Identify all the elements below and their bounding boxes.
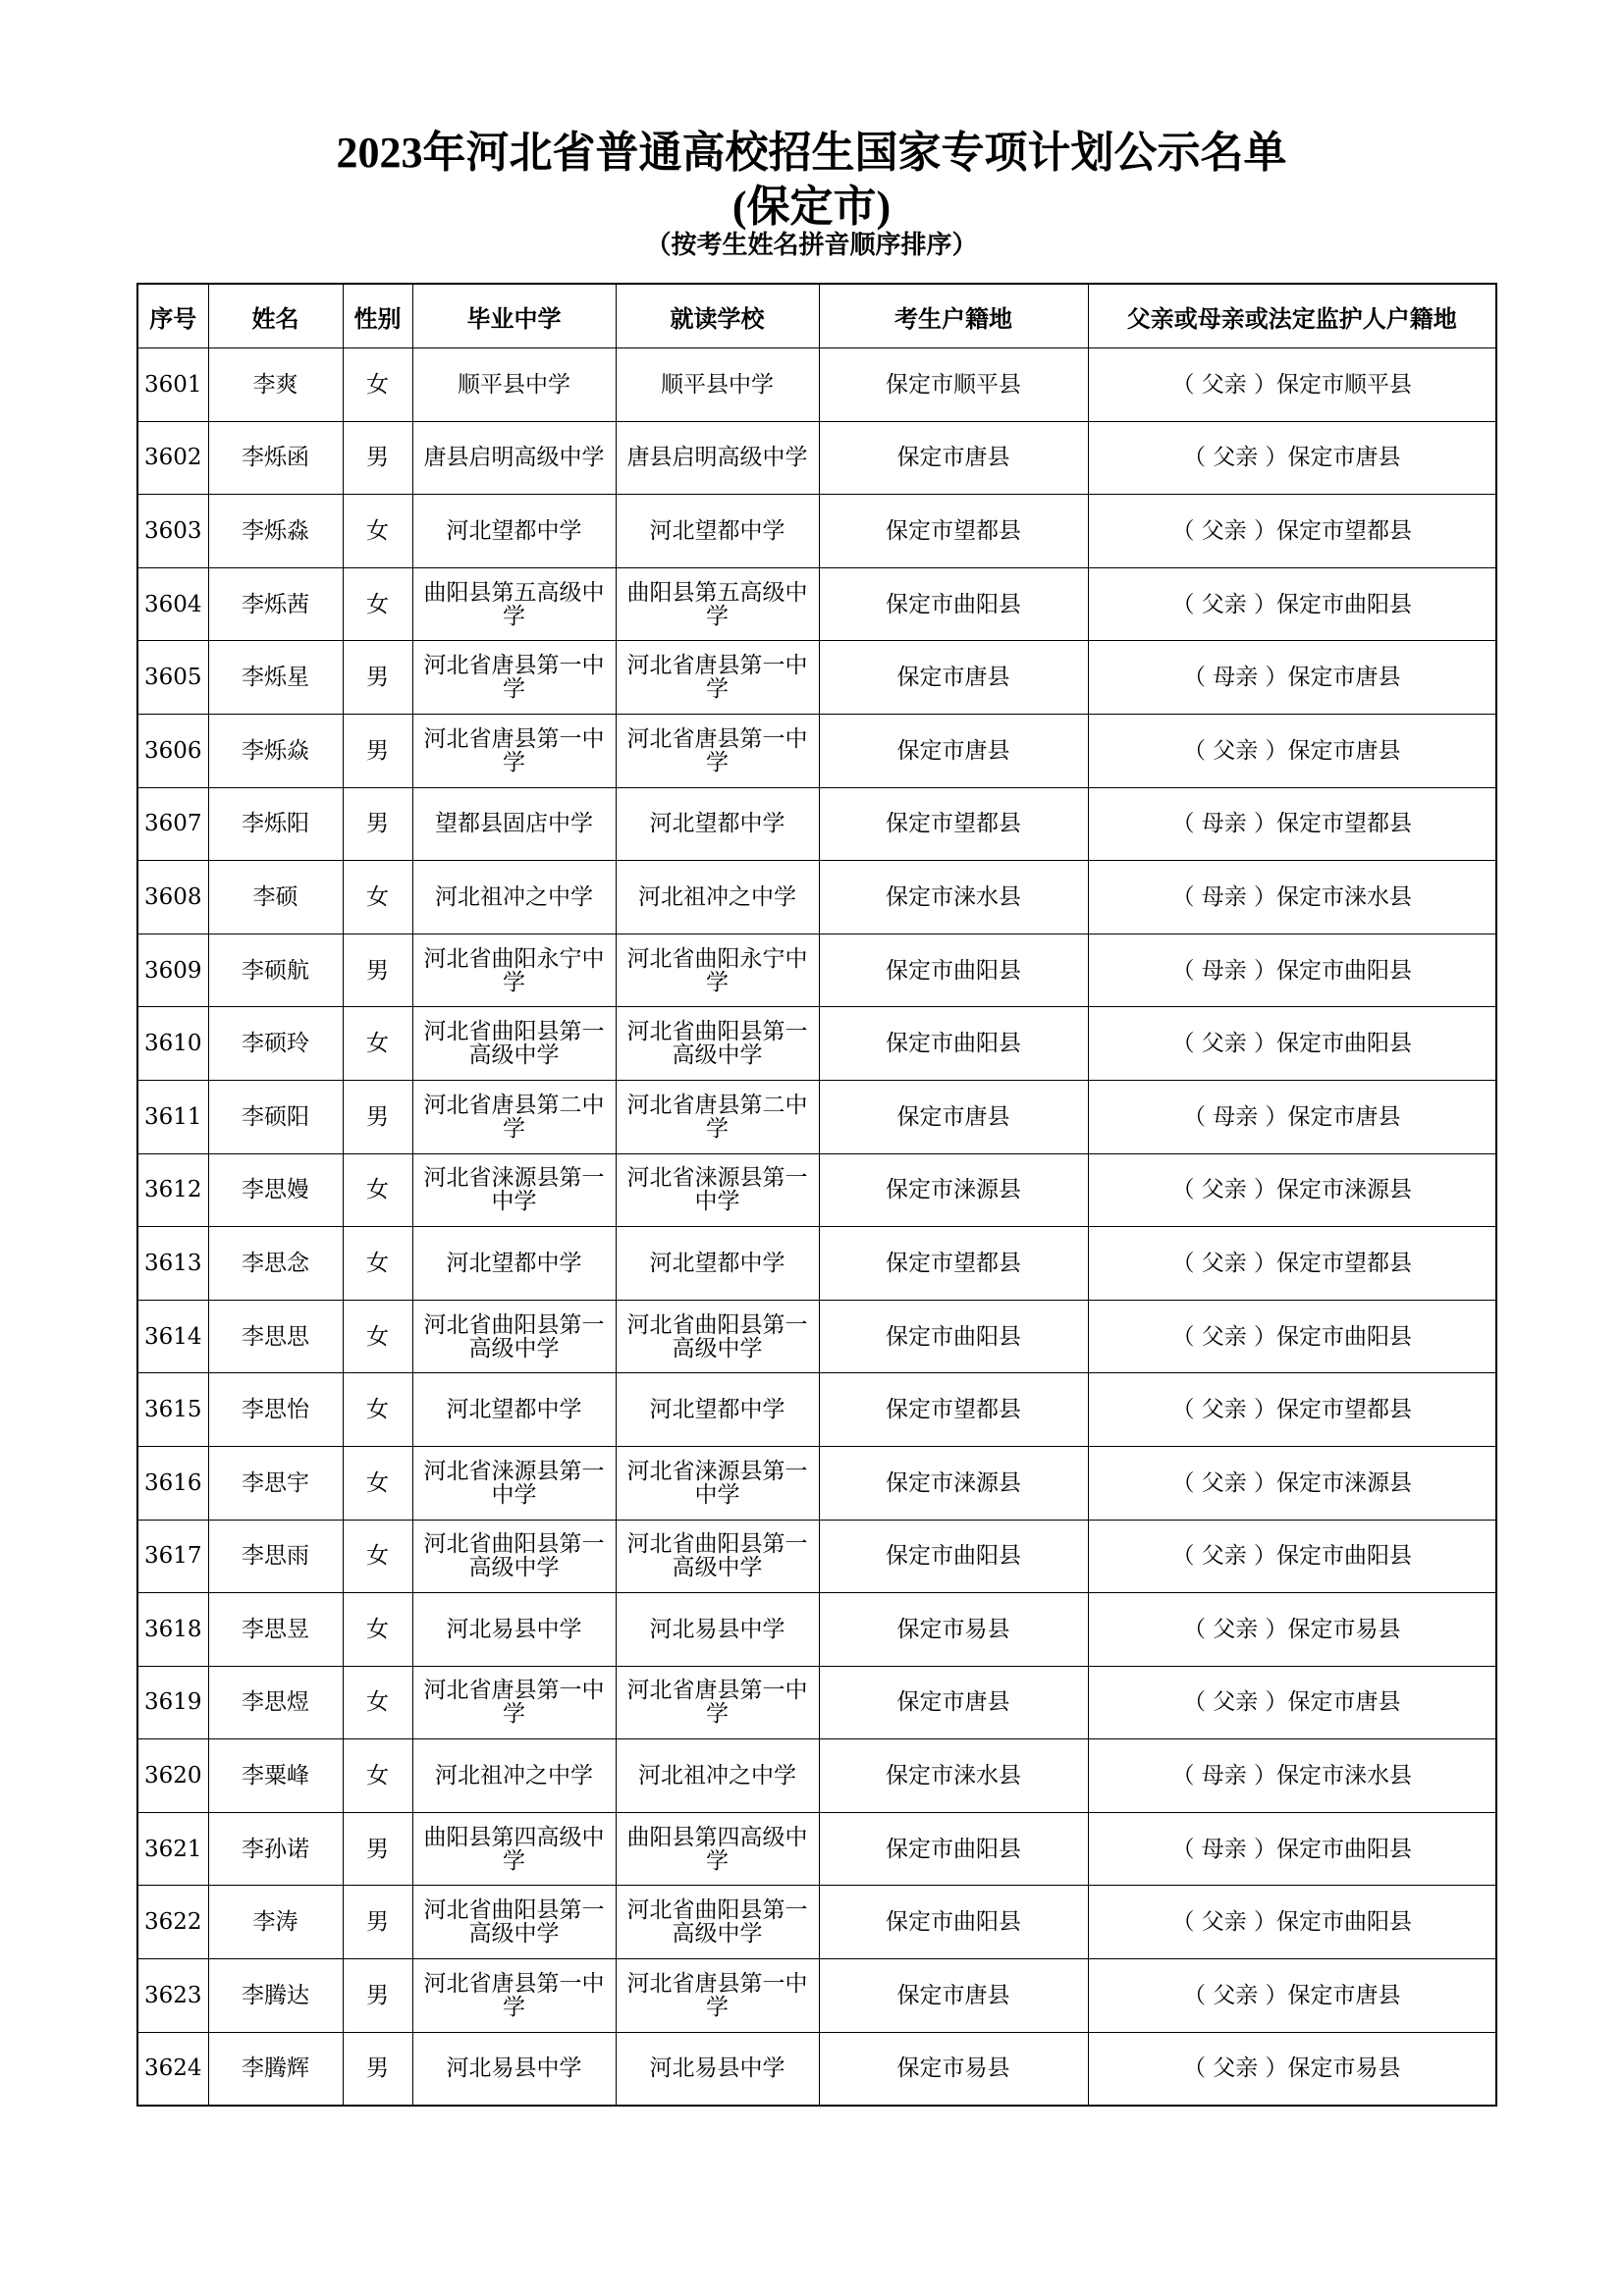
cell-name: 李粟峰 — [208, 1739, 343, 1813]
table-row — [137, 2032, 1496, 2106]
column-header-gender: 性别 — [343, 284, 412, 348]
cell-name: 李思雨 — [208, 1520, 343, 1593]
table-row — [137, 1446, 1496, 1520]
cell-study-school: 河北望都中学 — [616, 1227, 819, 1301]
table-row — [137, 1959, 1496, 2033]
cell-name: 李思思 — [208, 1300, 343, 1373]
cell-guardian-residence: （ 父亲 ）保定市唐县 — [1088, 714, 1496, 787]
cell-grad-school: 唐县启明高级中学 — [412, 421, 616, 495]
table-row — [137, 348, 1496, 422]
cell-gender: 男 — [343, 421, 412, 495]
cell-no: 3613 — [137, 1227, 208, 1301]
cell-residence: 保定市唐县 — [819, 1080, 1088, 1153]
cell-guardian-residence: （ 父亲 ）保定市望都县 — [1088, 1373, 1496, 1447]
cell-study-school: 顺平县中学 — [616, 348, 819, 422]
cell-no: 3608 — [137, 861, 208, 934]
cell-gender: 女 — [343, 1593, 412, 1667]
cell-grad-school: 望都县固店中学 — [412, 787, 616, 861]
cell-name: 李烁茜 — [208, 567, 343, 641]
cell-no: 3615 — [137, 1373, 208, 1447]
table-row — [137, 495, 1496, 568]
cell-gender: 女 — [343, 1446, 412, 1520]
cell-no: 3606 — [137, 714, 208, 787]
cell-study-school: 河北省曲阳县第一高级中学 — [616, 1007, 819, 1081]
table-row — [137, 1227, 1496, 1301]
cell-residence: 保定市涞源县 — [819, 1446, 1088, 1520]
table-row — [137, 421, 1496, 495]
table-row — [137, 861, 1496, 934]
cell-name: 李硕航 — [208, 934, 343, 1007]
cell-guardian-residence: （ 父亲 ）保定市望都县 — [1088, 1227, 1496, 1301]
table-row — [137, 1666, 1496, 1739]
cell-residence: 保定市曲阳县 — [819, 1886, 1088, 1959]
cell-study-school: 河北省曲阳县第一高级中学 — [616, 1520, 819, 1593]
cell-name: 李烁淼 — [208, 495, 343, 568]
cell-residence: 保定市望都县 — [819, 1373, 1088, 1447]
table-row — [137, 567, 1496, 641]
cell-name: 李思嫚 — [208, 1153, 343, 1227]
cell-gender: 女 — [343, 495, 412, 568]
cell-guardian-residence: （ 父亲 ）保定市曲阳县 — [1088, 1300, 1496, 1373]
cell-gender: 女 — [343, 1227, 412, 1301]
cell-grad-school: 河北省唐县第一中学 — [412, 1959, 616, 2033]
cell-study-school: 河北省唐县第一中学 — [616, 1959, 819, 2033]
cell-study-school: 河北省唐县第二中学 — [616, 1080, 819, 1153]
cell-residence: 保定市曲阳县 — [819, 1812, 1088, 1886]
cell-study-school: 河北望都中学 — [616, 495, 819, 568]
cell-study-school: 河北省曲阳永宁中学 — [616, 934, 819, 1007]
cell-grad-school: 曲阳县第五高级中学 — [412, 567, 616, 641]
table-row — [137, 1300, 1496, 1373]
cell-grad-school: 河北省曲阳县第一高级中学 — [412, 1300, 616, 1373]
cell-no: 3624 — [137, 2032, 208, 2106]
cell-guardian-residence: （ 父亲 ）保定市易县 — [1088, 1593, 1496, 1667]
cell-residence: 保定市涞水县 — [819, 1739, 1088, 1813]
cell-gender: 男 — [343, 1812, 412, 1886]
cell-grad-school: 河北省曲阳县第一高级中学 — [412, 1520, 616, 1593]
cell-guardian-residence: （ 父亲 ）保定市易县 — [1088, 2032, 1496, 2106]
cell-name: 李烁函 — [208, 421, 343, 495]
cell-residence: 保定市涞源县 — [819, 1153, 1088, 1227]
cell-grad-school: 河北祖冲之中学 — [412, 1739, 616, 1813]
cell-residence: 保定市唐县 — [819, 421, 1088, 495]
page-title: 2023年河北省普通高校招生国家专项计划公示名单 — [336, 129, 1287, 177]
cell-gender: 女 — [343, 1300, 412, 1373]
table-row — [137, 934, 1496, 1007]
cell-residence: 保定市曲阳县 — [819, 934, 1088, 1007]
cell-gender: 女 — [343, 348, 412, 422]
cell-no: 3620 — [137, 1739, 208, 1813]
cell-study-school: 河北省曲阳县第一高级中学 — [616, 1886, 819, 1959]
cell-study-school: 河北省唐县第一中学 — [616, 1666, 819, 1739]
cell-gender: 女 — [343, 1153, 412, 1227]
cell-guardian-residence: （ 母亲 ）保定市曲阳县 — [1088, 934, 1496, 1007]
cell-gender: 女 — [343, 1520, 412, 1593]
cell-grad-school: 河北省曲阳永宁中学 — [412, 934, 616, 1007]
cell-gender: 男 — [343, 934, 412, 1007]
cell-name: 李爽 — [208, 348, 343, 422]
cell-study-school: 河北祖冲之中学 — [616, 861, 819, 934]
cell-grad-school: 河北省唐县第一中学 — [412, 641, 616, 715]
cell-study-school: 河北易县中学 — [616, 2032, 819, 2106]
cell-residence: 保定市望都县 — [819, 495, 1088, 568]
column-header-no: 序号 — [137, 284, 208, 348]
cell-name: 李硕阳 — [208, 1080, 343, 1153]
cell-no: 3617 — [137, 1520, 208, 1593]
table-row — [137, 1739, 1496, 1813]
cell-guardian-residence: （ 父亲 ）保定市曲阳县 — [1088, 1886, 1496, 1959]
cell-grad-school: 河北省唐县第二中学 — [412, 1080, 616, 1153]
table-row — [137, 1812, 1496, 1886]
column-header-study-school: 就读学校 — [616, 284, 819, 348]
cell-no: 3611 — [137, 1080, 208, 1153]
cell-residence: 保定市易县 — [819, 1593, 1088, 1667]
cell-grad-school: 曲阳县第四高级中学 — [412, 1812, 616, 1886]
cell-no: 3621 — [137, 1812, 208, 1886]
cell-grad-school: 河北望都中学 — [412, 1373, 616, 1447]
cell-no: 3623 — [137, 1959, 208, 2033]
column-header-guardian-residence: 父亲或母亲或法定监护人户籍地 — [1088, 284, 1496, 348]
roster-table — [136, 283, 1497, 2107]
cell-residence: 保定市望都县 — [819, 1227, 1088, 1301]
cell-residence: 保定市曲阳县 — [819, 1300, 1088, 1373]
cell-residence: 保定市曲阳县 — [819, 1007, 1088, 1081]
cell-gender: 女 — [343, 567, 412, 641]
cell-residence: 保定市望都县 — [819, 787, 1088, 861]
cell-grad-school: 河北省曲阳县第一高级中学 — [412, 1886, 616, 1959]
cell-guardian-residence: （ 母亲 ）保定市望都县 — [1088, 787, 1496, 861]
cell-gender: 女 — [343, 861, 412, 934]
cell-no: 3601 — [137, 348, 208, 422]
cell-no: 3612 — [137, 1153, 208, 1227]
cell-name: 李腾达 — [208, 1959, 343, 2033]
cell-name: 李思昱 — [208, 1593, 343, 1667]
table-row — [137, 1153, 1496, 1227]
cell-gender: 男 — [343, 1959, 412, 2033]
cell-guardian-residence: （ 母亲 ）保定市涞水县 — [1088, 1739, 1496, 1813]
cell-grad-school: 河北省涞源县第一中学 — [412, 1446, 616, 1520]
cell-no: 3622 — [137, 1886, 208, 1959]
table-row — [137, 1373, 1496, 1447]
cell-study-school: 唐县启明高级中学 — [616, 421, 819, 495]
column-header-residence: 考生户籍地 — [819, 284, 1088, 348]
cell-guardian-residence: （ 母亲 ）保定市曲阳县 — [1088, 1812, 1496, 1886]
cell-gender: 女 — [343, 1007, 412, 1081]
cell-residence: 保定市唐县 — [819, 1959, 1088, 2033]
cell-gender: 男 — [343, 714, 412, 787]
cell-study-school: 河北省曲阳县第一高级中学 — [616, 1300, 819, 1373]
cell-guardian-residence: （ 父亲 ）保定市曲阳县 — [1088, 1520, 1496, 1593]
cell-no: 3609 — [137, 934, 208, 1007]
cell-grad-school: 河北望都中学 — [412, 1227, 616, 1301]
cell-gender: 女 — [343, 1373, 412, 1447]
cell-grad-school: 河北祖冲之中学 — [412, 861, 616, 934]
cell-name: 李孙诺 — [208, 1812, 343, 1886]
sort-note: （按考生姓名拼音顺序排序） — [645, 231, 978, 260]
cell-guardian-residence: （ 父亲 ）保定市曲阳县 — [1088, 567, 1496, 641]
table-row — [137, 1007, 1496, 1081]
cell-study-school: 河北易县中学 — [616, 1593, 819, 1667]
cell-guardian-residence: （ 父亲 ）保定市涞源县 — [1088, 1153, 1496, 1227]
cell-gender: 男 — [343, 1080, 412, 1153]
table-row — [137, 641, 1496, 715]
cell-study-school: 河北望都中学 — [616, 1373, 819, 1447]
cell-guardian-residence: （ 父亲 ）保定市涞源县 — [1088, 1446, 1496, 1520]
cell-study-school: 河北省唐县第一中学 — [616, 714, 819, 787]
cell-no: 3619 — [137, 1666, 208, 1739]
cell-guardian-residence: （ 父亲 ）保定市曲阳县 — [1088, 1007, 1496, 1081]
cell-grad-school: 河北省涞源县第一中学 — [412, 1153, 616, 1227]
cell-no: 3607 — [137, 787, 208, 861]
cell-no: 3610 — [137, 1007, 208, 1081]
cell-guardian-residence: （ 父亲 ）保定市唐县 — [1088, 1666, 1496, 1739]
cell-grad-school: 河北易县中学 — [412, 1593, 616, 1667]
roster-body — [137, 348, 1496, 2107]
cell-residence: 保定市涞水县 — [819, 861, 1088, 934]
cell-residence: 保定市唐县 — [819, 641, 1088, 715]
cell-grad-school: 河北省曲阳县第一高级中学 — [412, 1007, 616, 1081]
table-row — [137, 787, 1496, 861]
cell-name: 李涛 — [208, 1886, 343, 1959]
table-row — [137, 1593, 1496, 1667]
cell-no: 3602 — [137, 421, 208, 495]
cell-no: 3605 — [137, 641, 208, 715]
cell-name: 李思宇 — [208, 1446, 343, 1520]
cell-name: 李硕 — [208, 861, 343, 934]
cell-residence: 保定市唐县 — [819, 1666, 1088, 1739]
cell-grad-school: 河北望都中学 — [412, 495, 616, 568]
cell-study-school: 河北省涞源县第一中学 — [616, 1446, 819, 1520]
cell-guardian-residence: （ 父亲 ）保定市望都县 — [1088, 495, 1496, 568]
cell-residence: 保定市曲阳县 — [819, 567, 1088, 641]
cell-guardian-residence: （ 父亲 ）保定市唐县 — [1088, 1959, 1496, 2033]
cell-no: 3603 — [137, 495, 208, 568]
table-header-row — [137, 284, 1496, 348]
cell-residence: 保定市易县 — [819, 2032, 1088, 2106]
cell-guardian-residence: （ 父亲 ）保定市唐县 — [1088, 421, 1496, 495]
page-subtitle: (保定市) — [731, 183, 892, 231]
cell-study-school: 河北省唐县第一中学 — [616, 641, 819, 715]
cell-name: 李思煜 — [208, 1666, 343, 1739]
cell-no: 3614 — [137, 1300, 208, 1373]
cell-residence: 保定市唐县 — [819, 714, 1088, 787]
cell-grad-school: 顺平县中学 — [412, 348, 616, 422]
cell-study-school: 河北省涞源县第一中学 — [616, 1153, 819, 1227]
column-header-name: 姓名 — [208, 284, 343, 348]
cell-residence: 保定市顺平县 — [819, 348, 1088, 422]
cell-gender: 女 — [343, 1666, 412, 1739]
cell-study-school: 曲阳县第五高级中学 — [616, 567, 819, 641]
cell-grad-school: 河北省唐县第一中学 — [412, 1666, 616, 1739]
column-header-grad-school: 毕业中学 — [412, 284, 616, 348]
cell-guardian-residence: （ 母亲 ）保定市涞水县 — [1088, 861, 1496, 934]
cell-no: 3618 — [137, 1593, 208, 1667]
cell-name: 李思怡 — [208, 1373, 343, 1447]
cell-no: 3604 — [137, 567, 208, 641]
cell-guardian-residence: （ 母亲 ）保定市唐县 — [1088, 641, 1496, 715]
cell-name: 李烁星 — [208, 641, 343, 715]
cell-study-school: 曲阳县第四高级中学 — [616, 1812, 819, 1886]
cell-gender: 男 — [343, 787, 412, 861]
cell-name: 李烁焱 — [208, 714, 343, 787]
table-row — [137, 1080, 1496, 1153]
cell-name: 李思念 — [208, 1227, 343, 1301]
cell-grad-school: 河北省唐县第一中学 — [412, 714, 616, 787]
table-row — [137, 1886, 1496, 1959]
cell-study-school: 河北祖冲之中学 — [616, 1739, 819, 1813]
cell-guardian-residence: （ 母亲 ）保定市唐县 — [1088, 1080, 1496, 1153]
cell-gender: 女 — [343, 1739, 412, 1813]
cell-name: 李烁阳 — [208, 787, 343, 861]
cell-study-school: 河北望都中学 — [616, 787, 819, 861]
table-row — [137, 1520, 1496, 1593]
cell-gender: 男 — [343, 2032, 412, 2106]
table-row — [137, 714, 1496, 787]
cell-gender: 男 — [343, 641, 412, 715]
cell-grad-school: 河北易县中学 — [412, 2032, 616, 2106]
cell-no: 3616 — [137, 1446, 208, 1520]
cell-gender: 男 — [343, 1886, 412, 1959]
cell-name: 李腾辉 — [208, 2032, 343, 2106]
cell-residence: 保定市曲阳县 — [819, 1520, 1088, 1593]
cell-guardian-residence: （ 父亲 ）保定市顺平县 — [1088, 348, 1496, 422]
cell-name: 李硕玲 — [208, 1007, 343, 1081]
